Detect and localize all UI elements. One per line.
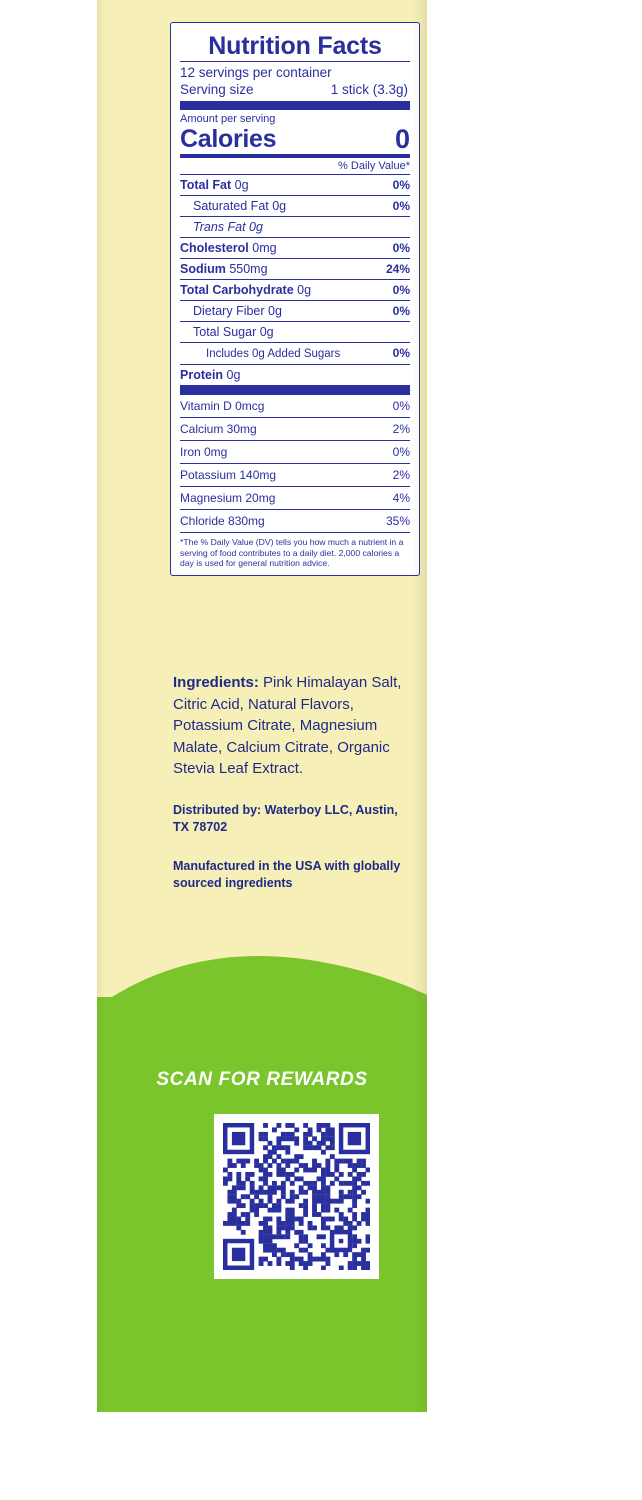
vitamin-row [180, 510, 410, 532]
green-bottom-panel [97, 997, 427, 1412]
vitamin-label: Calcium 30mg [180, 422, 257, 436]
vitamin-label: Vitamin D 0mcg [180, 399, 265, 413]
nutrient-label: Total Carbohydrate 0g [180, 283, 312, 297]
vitamin-row [180, 464, 410, 486]
distributed-by-text: Distributed by: Waterboy LLC, Austin, TX 78702 [173, 802, 398, 834]
manufactured-text: Manufactured in the USA with globally sourced ingredients [173, 858, 401, 890]
serving-size-row [180, 81, 410, 101]
nutrient-row [180, 238, 410, 258]
ingredients-paragraph [173, 672, 415, 780]
nutrient-row [180, 217, 410, 237]
nutrient-row [180, 343, 410, 364]
vitamin-row [180, 487, 410, 509]
nutrient-label: Total Sugar 0g [193, 325, 274, 339]
vitamin-label: Iron 0mg [180, 445, 228, 459]
nutrient-daily-value: 0% [392, 283, 410, 297]
vitamin-daily-value: 35% [385, 514, 410, 528]
nutrient-daily-value: 0% [392, 304, 410, 318]
nutrition-facts-title: Nutrition Facts [208, 32, 382, 60]
scan-for-rewards-title: SCAN FOR REWARDS [156, 1069, 368, 1090]
nutrient-rows [180, 175, 410, 386]
nutrient-row [180, 259, 410, 279]
nutrient-row [180, 365, 410, 385]
vitamin-rows [180, 395, 410, 532]
vitamin-row [180, 441, 410, 463]
vitamin-daily-value: 0% [392, 445, 410, 459]
nutrient-label: Trans Fat 0g [193, 220, 263, 234]
nutrient-label: Saturated Fat 0g [193, 199, 287, 213]
vitamin-label: Chloride 830mg [180, 514, 265, 528]
wave-divider [97, 949, 427, 1009]
vitamin-daily-value: 0% [392, 399, 410, 413]
serving-size-value: 1 stick (3.3g) [330, 82, 408, 97]
nutrient-row [180, 280, 410, 300]
nutrient-label: Dietary Fiber 0g [193, 304, 282, 318]
nutrient-row [180, 301, 410, 321]
package-copy-block [173, 672, 415, 892]
amount-per-serving-label: Amount per serving [180, 113, 276, 125]
product-package-panel [97, 0, 427, 1412]
daily-value-header: % Daily Value* [338, 160, 410, 172]
daily-value-footnote: *The % Daily Value (DV) tells you how much a nutrient in a serving of food contributes to a daily diet. 2,000 calories a day is used for general nutrition advice. [180, 537, 404, 568]
vitamin-daily-value: 2% [392, 468, 410, 482]
calories-row [180, 126, 410, 154]
divider-thick-bottom [180, 386, 410, 395]
nutrient-daily-value: 0% [392, 199, 410, 213]
qr-code-container[interactable] [214, 1114, 379, 1279]
serving-size-label: Serving size [180, 82, 254, 97]
nutrient-daily-value: 0% [392, 241, 410, 255]
nutrient-label: Cholesterol 0mg [180, 241, 277, 255]
vitamin-daily-value: 4% [392, 491, 410, 505]
qr-code[interactable] [223, 1123, 370, 1270]
nutrient-daily-value: 24% [385, 262, 410, 276]
vitamin-label: Potassium 140mg [180, 468, 277, 482]
nutrient-daily-value: 0% [392, 178, 410, 192]
vitamin-label: Magnesium 20mg [180, 491, 276, 505]
nutrient-row [180, 196, 410, 216]
ingredients-label: Ingredients: [173, 674, 259, 691]
vitamin-row [180, 418, 410, 440]
vitamin-daily-value: 2% [392, 422, 410, 436]
nutrient-label: Total Fat 0g [180, 178, 249, 192]
nutrient-row [180, 322, 410, 342]
calories-value: 0 [394, 124, 410, 154]
nutrient-label: Protein 0g [180, 368, 241, 382]
calories-label: Calories [180, 125, 277, 153]
nutrition-facts-panel [170, 22, 420, 576]
nutrient-row [180, 175, 410, 195]
nutrient-label: Sodium 550mg [180, 262, 268, 276]
divider-thick-top [180, 101, 410, 110]
servings-per-container: 12 servings per container [180, 65, 332, 80]
nutrient-daily-value: 0% [392, 346, 410, 360]
vitamin-row [180, 395, 410, 417]
ingredients-text: Pink Himalayan Salt, Citric Acid, Natural Flavors, Potassium Citrate, Magnesium Malate, Calcium Citrate, Organic Stevia Leaf Extract. [173, 674, 402, 777]
nutrient-label: Includes 0g Added Sugars [206, 348, 341, 360]
